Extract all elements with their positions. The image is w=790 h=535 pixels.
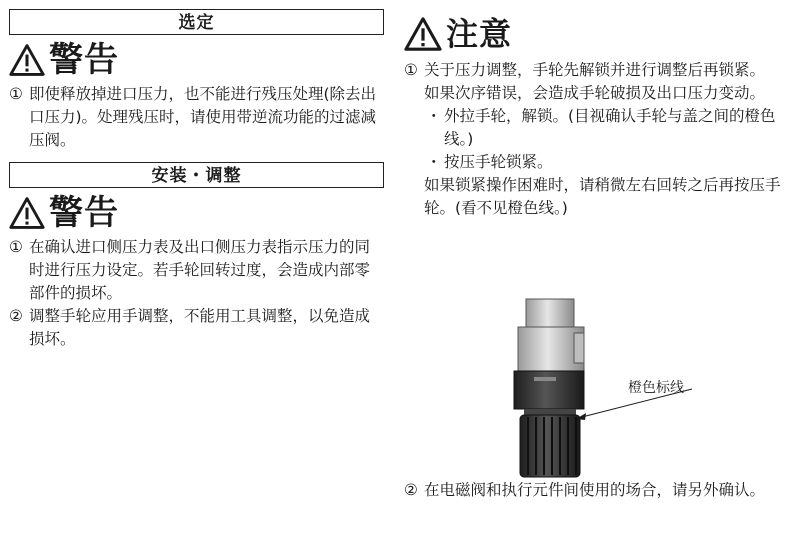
install-section-title: 安装・调整 (9, 162, 384, 188)
caution-bullet-2 (404, 151, 784, 174)
item-text: 即使释放掉进口压力，也不能进行残压处理(除去出口压力)。处理残压时，请使用带逆流功能的过滤减压阀。 (29, 85, 377, 149)
caution-bullet-1 (404, 105, 784, 151)
warning-label: 警告 (49, 193, 119, 233)
item-text: 调整手轮应用手调整，不能用工具调整，以免造成损坏。 (29, 307, 371, 348)
bullet-text: 外拉手轮，解锁。(目视确认手轮与盖之间的橙色线。) (444, 107, 776, 148)
warning-heading-2 (9, 190, 384, 236)
item-text: 在电磁阀和执行元件间使用的场合，请另外确认。 (424, 481, 766, 499)
warning-triangle-icon (9, 43, 45, 77)
regulator-figure (504, 297, 784, 482)
caution-heading (404, 9, 784, 59)
item-number: ② (9, 307, 23, 325)
warning1-item-1 (9, 83, 384, 152)
orange-line-label: 橙色标线 (628, 380, 684, 396)
warning-heading-1 (9, 37, 384, 83)
select-section-title: 选定 (9, 9, 384, 35)
warning2-item-2 (9, 305, 384, 351)
caution-item-1 (404, 59, 784, 82)
caution-label: 注意 (446, 15, 513, 53)
item-number: ① (9, 85, 23, 103)
bullet-dot: ・ (426, 107, 442, 125)
item-text: 关于压力调整，手轮先解锁并进行调整后再锁紧。 (424, 61, 766, 79)
left-column (9, 9, 384, 351)
item-number: ② (404, 481, 418, 499)
bullet-dot: ・ (426, 153, 442, 171)
item-number: ① (404, 61, 418, 79)
warning-triangle-icon (9, 196, 45, 230)
warning-label: 警告 (49, 40, 119, 80)
caution-item-2 (404, 479, 784, 502)
warning-triangle-icon (404, 16, 442, 52)
bullet-text: 按压手轮锁紧。 (444, 153, 553, 171)
caution-note-1: 如果次序错误，会造成手轮破损及出口压力变动。 (424, 84, 766, 102)
warning2-item-1 (9, 236, 384, 305)
item-number: ① (9, 238, 23, 256)
item-text: 在确认进口侧压力表及出口侧压力表指示压力的同时进行压力设定。若手轮回转过度，会造成内部零部件的损坏。 (29, 238, 371, 302)
caution-note-2: 如果锁紧操作困难时，请稍微左右回转之后再按压手轮。(看不见橙色线。) (424, 176, 781, 217)
right-column (404, 9, 784, 499)
